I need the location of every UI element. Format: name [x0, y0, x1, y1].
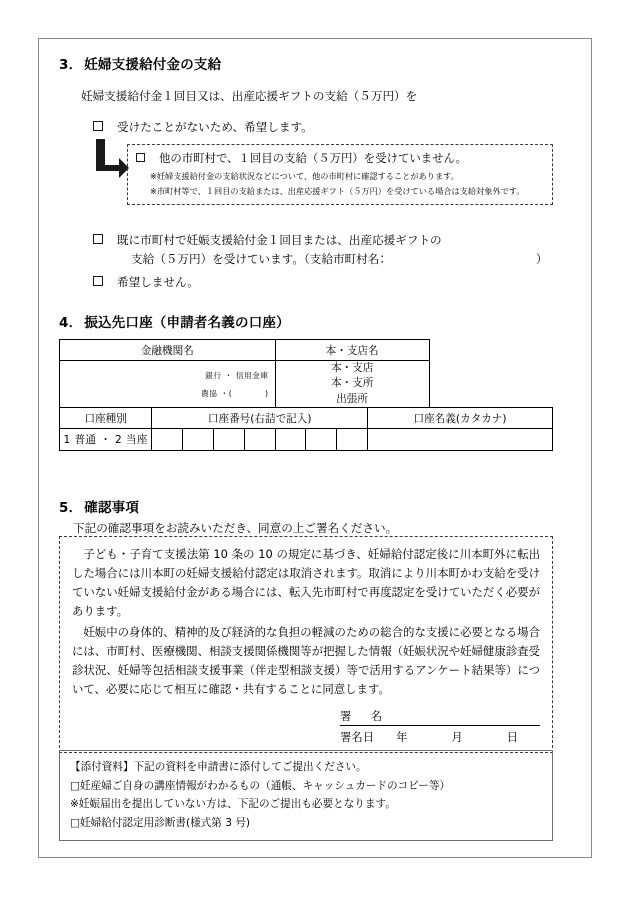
checkbox-already-received-icon[interactable]: [93, 234, 103, 244]
section-3-lead: 妊婦支援給付金１回目又は、出産応援ギフトの支給（５万円）を: [81, 89, 418, 103]
header-branch-name: 本・支店名: [275, 340, 429, 361]
branch-option-3: 出張所: [336, 392, 369, 405]
section-5-lead: 下記の確認事項をお読みいただき、同意の上ご署名ください。: [73, 521, 398, 535]
table-row-bank-entry: [60, 361, 553, 408]
bank-entry-spacer: [429, 361, 552, 408]
form-sheet: [38, 38, 592, 858]
table-row-header-top: [60, 340, 553, 361]
account-kind-value[interactable]: 1 普通 ・ 2 当座: [60, 429, 152, 451]
consent-box: [59, 536, 553, 753]
branch-name-input-cell[interactable]: [275, 361, 429, 408]
section-4-heading: [59, 313, 290, 333]
header-account-holder: 口座名義(カタカナ): [368, 408, 553, 429]
account-number-digit-3[interactable]: [213, 429, 244, 451]
section-5-heading: [59, 498, 139, 518]
checkbox-row-decline[interactable]: [93, 273, 199, 292]
checkbox-already-received-label: [117, 231, 547, 269]
signature-date-line[interactable]: [340, 729, 540, 745]
signature-date-label: 署名日: [340, 730, 375, 745]
nested-note-box: [127, 144, 553, 205]
signature-month-label: 月: [451, 730, 463, 745]
account-number-digit-6[interactable]: [306, 429, 337, 451]
table-row-account-entry: [60, 429, 553, 451]
header-bank-name: 金融機関名: [60, 340, 276, 361]
checkbox-row-not-received[interactable]: [93, 118, 313, 137]
checkbox-row-other-municipality[interactable]: [136, 150, 544, 167]
signature-area: [72, 708, 540, 745]
section-3-number: 3．: [59, 57, 83, 73]
checkbox-not-received-icon[interactable]: [93, 121, 103, 131]
account-number-digit-7[interactable]: [337, 429, 368, 451]
checkbox-row-already-received[interactable]: [93, 231, 547, 269]
attachment-line-1: 【添付資料】下記の資料を申請書に添付してご提出ください。: [70, 761, 367, 773]
checkbox-other-municipality-icon[interactable]: [136, 153, 145, 162]
note-line-2: ※市町村等で、１回目の支給または、出産応援ギフト（５万円）を受けている場合は支給対象外です。: [150, 185, 525, 196]
already-received-line-2: 支給（５万円）を受けています。（支給市町村名： ）: [131, 251, 548, 266]
account-number-digit-1[interactable]: [152, 429, 183, 451]
section-5-number: 5．: [59, 500, 83, 516]
checkbox-not-received-label: 受けたことがないため、希望します。: [117, 120, 313, 134]
branch-option-2: 本・支所: [330, 377, 374, 390]
account-number-digit-2[interactable]: [183, 429, 214, 451]
checkbox-other-municipality-label: 他の市町村で、１回目の支給（５万円）を受けていません。: [159, 151, 468, 165]
bank-account-table: [59, 339, 553, 451]
section-3-title: 妊婦支援給付金の支給: [84, 57, 222, 73]
table-row-header-bottom: [60, 408, 553, 429]
attachment-box: [59, 750, 553, 841]
signature-label: 署 名: [340, 709, 387, 724]
signature-day-label: 日: [506, 730, 519, 745]
account-number-digit-5[interactable]: [275, 429, 306, 451]
attachment-line-3: ※妊娠届出を提出していない方は、下記のご提出も必要となります。: [70, 798, 396, 811]
section-4-title: 振込先口座（申請者名義の口座）: [84, 315, 290, 331]
bank-suffix-line-1: 銀行 ・ 信用金庫: [205, 371, 269, 380]
account-number-digit-4[interactable]: [244, 429, 275, 451]
header-account-kind: 口座種別: [60, 408, 152, 429]
section-4-number: 4．: [59, 315, 83, 331]
consent-paragraph-2: 妊娠中の身体的、精神的及び経済的な負担の軽減のための総合的な支援に必要となる場合には、市町村、医療機関、相談支援関係機関等が把握した情報（妊娠状況や妊婦健康診査受診状況、妊婦等包括相談支援事業（伴走型相談支援）等で活用するアンケート結果等）について、必要に応じて相互に確認・共有することに同意します。: [72, 624, 540, 697]
account-holder-input-cell[interactable]: [368, 429, 553, 451]
bank-suffix-line-2: 農協 ・( ): [201, 389, 269, 398]
note-line-1: ※妊婦支援給付金の支給状況などについて、他の市町村に確認することがあります。: [150, 171, 459, 182]
signature-line[interactable]: [340, 708, 540, 726]
signature-year-label: 年: [396, 730, 408, 745]
checkbox-decline-label: 希望しません。: [117, 275, 199, 289]
header-account-number: 口座番号(右詰で記入): [152, 408, 368, 429]
signature-block: [340, 708, 540, 745]
checkbox-decline-icon[interactable]: [93, 276, 103, 286]
elbow-arrow-icon: [93, 139, 129, 179]
consent-paragraph-1: 子ども・子育て支援法第 10 条の 10 の規定に基づき、妊婦給付認定後に川本町外に転出した場合には川本町の妊婦支援給付認定は取消されます。取消により川本町かわ支給を受けていない妊婦支援給付金がある場合には、転入先市町村で再度認定を受けていただく必要があります。: [72, 547, 540, 619]
attachment-line-2[interactable]: □妊産婦ご自身の講座情報がわかるもの（通帳、キャッシュカードのコピー等）: [70, 779, 451, 792]
bank-name-input-cell[interactable]: [60, 361, 276, 408]
header-top-spacer: [429, 340, 552, 361]
section-3-heading: [59, 55, 221, 75]
section-5-title: 確認事項: [84, 500, 140, 516]
branch-option-1: 本・支店: [330, 362, 374, 374]
already-received-line-1: 既に市町村で妊娠支援給付金１回目または、出産応援ギフトの: [117, 233, 442, 247]
attachment-line-4[interactable]: □妊婦給付認定用診断書(様式第 3 号): [70, 816, 251, 829]
